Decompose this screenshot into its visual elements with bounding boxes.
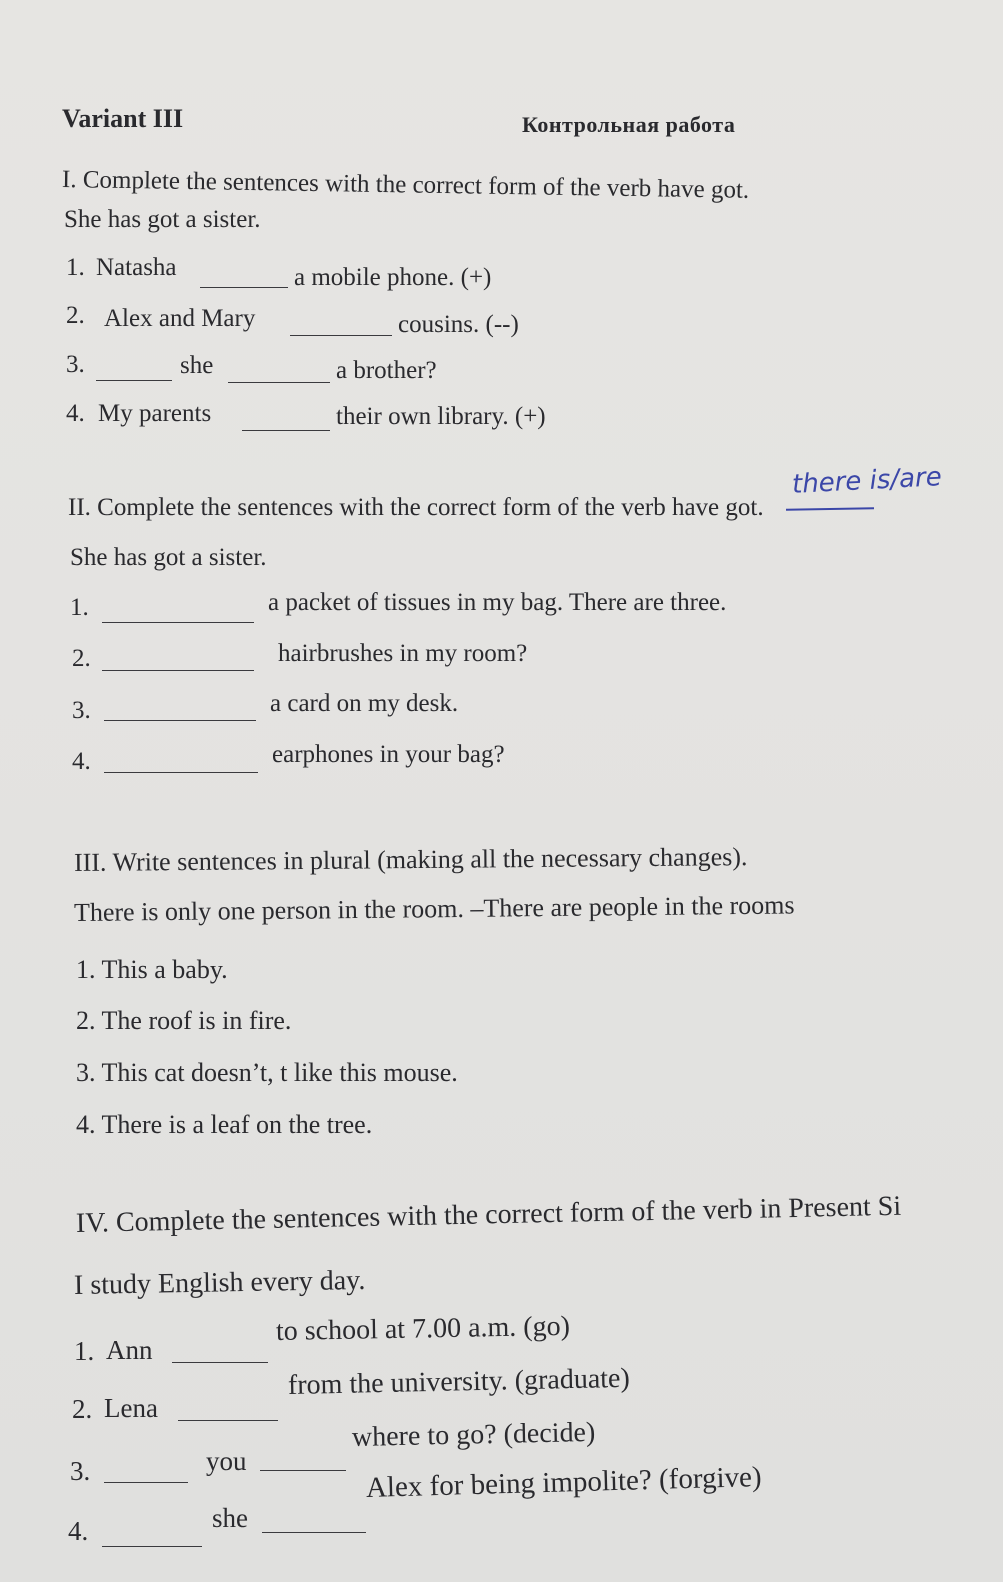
s1-item4-rest: their own library. (+)	[336, 403, 546, 430]
s1-item2-rest: cousins. (--)	[398, 311, 519, 338]
section3-example: There is only one person in the room. –There are people in the rooms	[73, 890, 795, 927]
s4-item4-blank2[interactable]	[262, 1532, 366, 1533]
s4-item2-num: 2.	[72, 1394, 93, 1424]
variant-label: Variant III	[62, 104, 184, 133]
s4-item1-subject: Ann	[106, 1335, 153, 1365]
section2-instruction-end: .	[757, 494, 764, 521]
s4-item2-rest: from the university. (graduate)	[287, 1362, 631, 1401]
s2-item3-num: 3.	[72, 697, 91, 724]
s2-item1-num: 1.	[70, 594, 89, 621]
s1-item2-num: 2.	[66, 302, 85, 329]
section4-instruction: IV. Complete the sentences with the correct form of the verb in Present Si	[75, 1190, 902, 1239]
test-title: Контрольная работа	[522, 112, 736, 137]
section1-example: She has got a sister.	[64, 206, 261, 233]
s1-item3-blank1[interactable]	[96, 380, 172, 381]
s2-item2-num: 2.	[72, 645, 91, 672]
section2-instruction	[68, 494, 764, 522]
s3-item4: 4. There is a leaf on the tree.	[76, 1110, 373, 1139]
s4-item2-subject: Lena	[104, 1393, 158, 1423]
section1-instruction: I. Complete the sentences with the correct form of the verb have got.	[61, 166, 750, 204]
s1-item1-subject: Natasha	[96, 254, 177, 281]
section3-instruction: III. Write sentences in plural (making all the necessary changes).	[73, 842, 748, 877]
s1-item1-num: 1.	[66, 254, 85, 281]
s1-item1-blank[interactable]	[200, 287, 288, 288]
s3-item1: 1. This a baby.	[76, 955, 228, 984]
strike-through-mark	[786, 507, 874, 511]
s2-item4-text: earphones in your bag?	[272, 741, 505, 768]
s4-item3-blank2[interactable]	[260, 1470, 346, 1471]
s1-item1-rest: a mobile phone. (+)	[294, 264, 492, 291]
section2-instruction-crossed: have got	[671, 494, 758, 521]
section2-example: She has got a sister.	[70, 544, 267, 571]
section2-instruction-main: II. Complete the sentences with the correct form of the verb	[68, 494, 666, 521]
handwritten-correction: there is/are	[791, 462, 943, 500]
s1-item2-subject: Alex and Mary	[104, 305, 256, 332]
s4-item3-num: 3.	[70, 1456, 91, 1486]
s1-item4-blank[interactable]	[242, 430, 330, 431]
s2-item2-blank[interactable]	[102, 670, 254, 671]
s1-item3-blank2[interactable]	[228, 382, 330, 383]
section4-example: I study English every day.	[73, 1264, 366, 1301]
s4-item1-num: 1.	[74, 1336, 95, 1366]
s4-item4-blank1[interactable]	[102, 1546, 202, 1547]
s3-item3: 3. This cat doesn’t, t like this mouse.	[76, 1058, 458, 1087]
s1-item3-rest: a brother?	[336, 357, 437, 384]
s3-item2: 2. The roof is in fire.	[76, 1006, 292, 1035]
s4-item2-blank[interactable]	[178, 1420, 278, 1421]
s4-item3-subject: you	[206, 1446, 247, 1476]
s4-item4-num: 4.	[68, 1516, 89, 1546]
s1-item2-blank[interactable]	[290, 335, 392, 336]
s4-item4-subject: she	[212, 1503, 248, 1533]
s2-item2-text: hairbrushes in my room?	[278, 640, 528, 667]
s1-item3-subject: she	[180, 352, 214, 379]
s4-item1-rest: to school at 7.00 a.m. (go)	[275, 1310, 571, 1347]
s4-item4-rest: Alex for being impolite? (forgive)	[365, 1460, 762, 1504]
s2-item1-blank[interactable]	[102, 622, 254, 623]
s1-item3-num: 3.	[66, 351, 85, 378]
s1-item4-subject: My parents	[98, 400, 212, 427]
s4-item3-blank1[interactable]	[104, 1482, 188, 1483]
s2-item3-blank[interactable]	[104, 720, 256, 721]
s1-item4-num: 4.	[66, 400, 85, 427]
s2-item4-num: 4.	[72, 748, 91, 775]
s4-item1-blank[interactable]	[172, 1362, 268, 1363]
s2-item1-text: a packet of tissues in my bag. There are three.	[268, 589, 727, 616]
s2-item4-blank[interactable]	[104, 772, 258, 773]
s4-item3-rest: where to go? (decide)	[351, 1416, 596, 1453]
s2-item3-text: a card on my desk.	[270, 690, 459, 717]
